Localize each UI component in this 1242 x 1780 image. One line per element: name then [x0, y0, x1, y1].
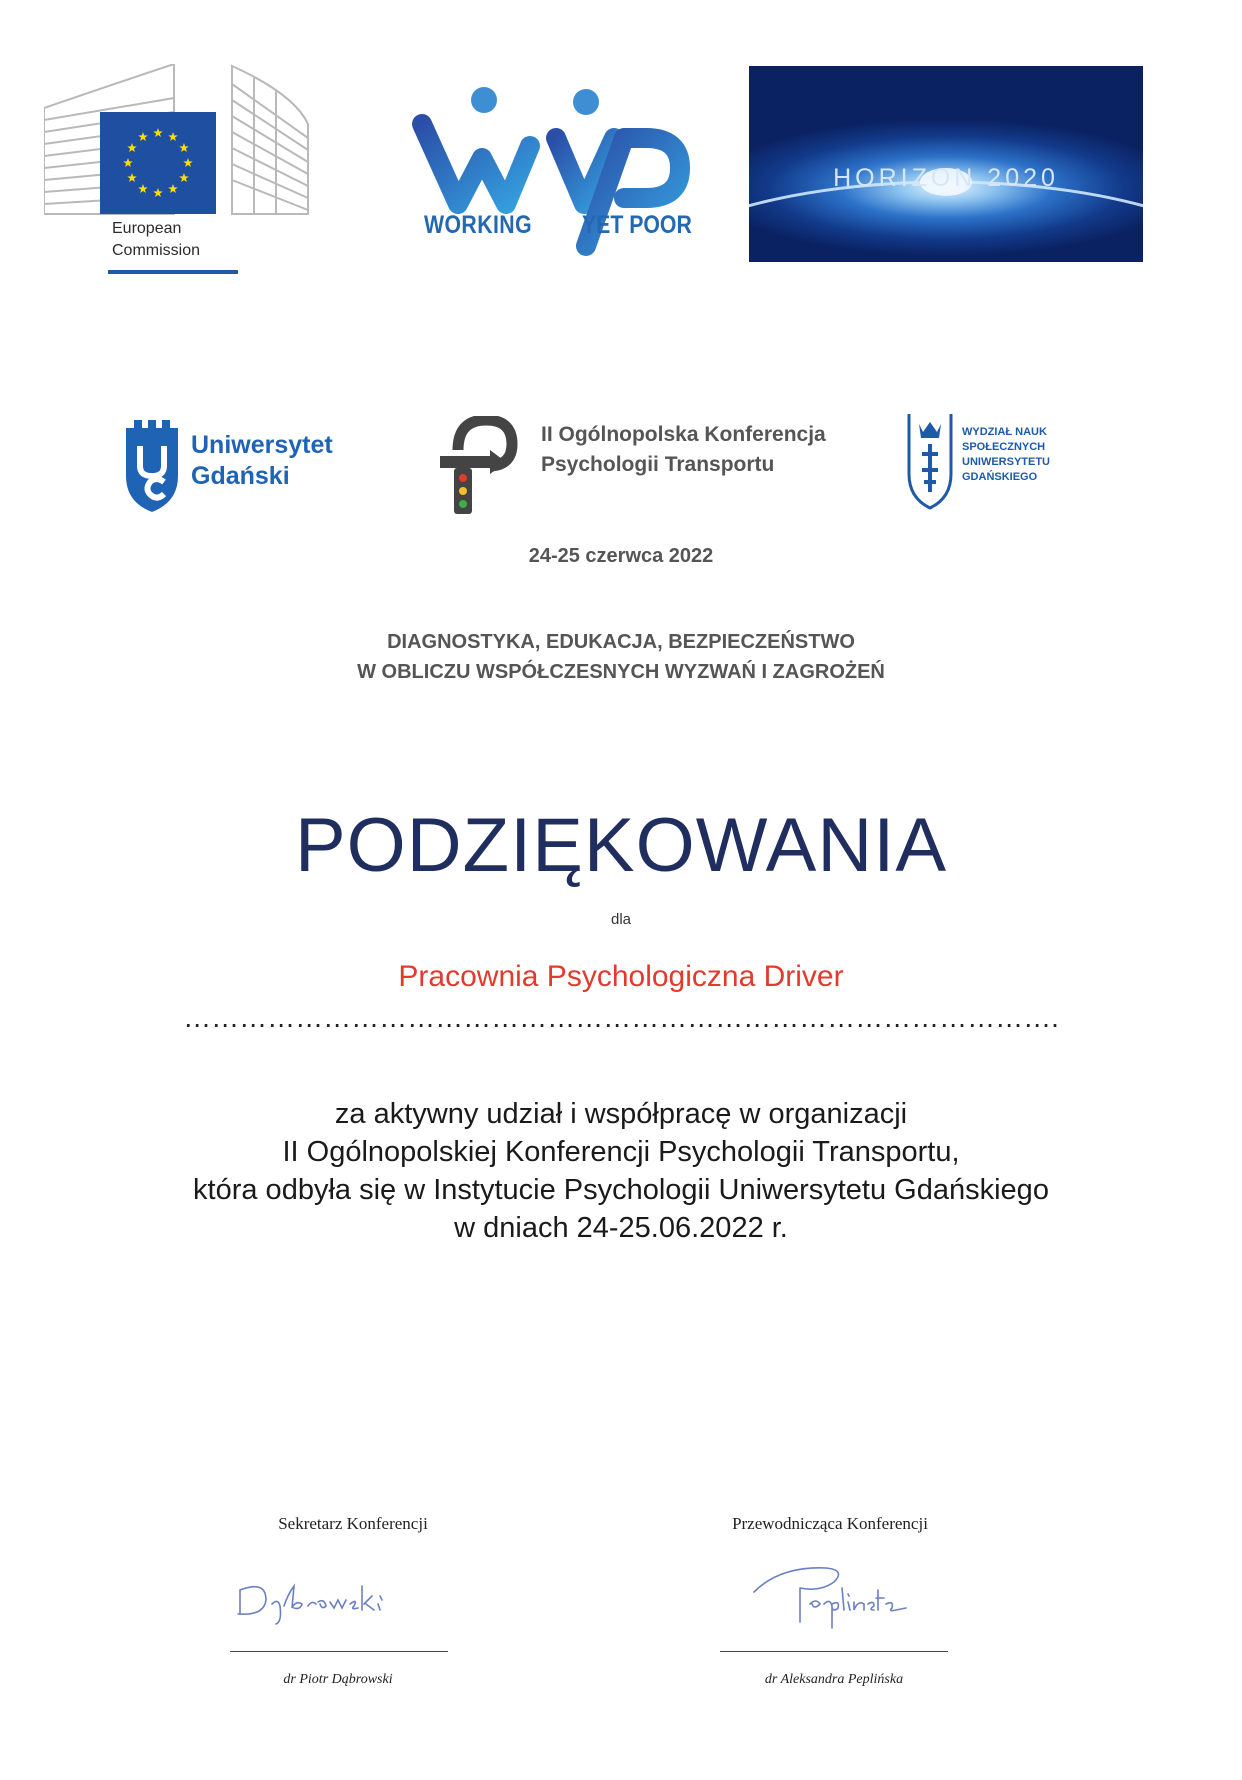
horizon-2020-text: HORIZON 2020	[833, 164, 1059, 192]
for-label: dla	[610, 911, 632, 928]
conference-name-logo-text	[541, 420, 826, 480]
signature-line-chair	[720, 1651, 948, 1652]
traffic-light-logo-icon	[438, 416, 518, 516]
ec-underline	[108, 270, 238, 274]
ec-text-line1: European	[112, 220, 182, 237]
event-subtitle-line2: W OBLICZU WSPÓŁCZESNYCH WYZWAŃ I ZAGROŻEŃ	[357, 661, 885, 683]
signature-name-secretary: dr Piotr Dąbrowski	[283, 1672, 393, 1687]
body-line1: za aktywny udział i współpracę w organizacji	[334, 1098, 908, 1130]
wyp-text-working: WORKING	[424, 211, 533, 239]
ug-text	[191, 430, 333, 492]
certificate-body	[0, 1095, 1242, 1247]
wns-text-line3: UNIWERSYTETU	[962, 456, 1050, 468]
signature-role-secretary: Sekretarz Konferencji	[278, 1514, 428, 1533]
event-date: 24-25 czerwca 2022	[528, 545, 714, 567]
signature-name-chair: dr Aleksandra Peplińska	[764, 1672, 904, 1687]
wns-shield-icon	[905, 410, 955, 512]
signature-role-chair: Przewodnicząca Konferencji	[732, 1514, 928, 1533]
signature-line-secretary	[230, 1651, 448, 1652]
certificate-title: PODZIĘKOWANIA	[294, 803, 948, 888]
wns-text-line2: SPOŁECZNYCH	[962, 441, 1046, 453]
event-subtitle-line1: DIAGNOSTYKA, EDUKACJA, BEZPIECZEŃSTWO	[387, 631, 855, 653]
ug-text-line2: Gdański	[191, 462, 290, 490]
ec-text-line2: Commission	[112, 242, 201, 259]
wns-text-line4: GDAŃSKIEGO	[962, 471, 1038, 483]
european-commission-text	[112, 218, 200, 262]
wyp-text-yet-poor: YET POOR	[582, 211, 692, 239]
wns-text-line1: WYDZIAŁ NAUK	[962, 426, 1047, 438]
signature-dabrowski	[226, 1556, 446, 1626]
conference-logo-line1: II Ogólnopolska Konferencja	[541, 423, 826, 446]
ug-shield-icon	[120, 416, 184, 514]
body-line4: w dniach 24-25.06.2022 r.	[454, 1212, 788, 1244]
wns-text	[962, 425, 1050, 485]
recipient-name: Pracownia Psychologiczna Driver	[398, 960, 844, 993]
body-line3: która odbyła się w Instytucie Psychologii Uniwersytetu Gdańskiego	[193, 1174, 1049, 1206]
ug-text-line1: Uniwersytet	[191, 431, 333, 459]
conference-logo-line2: Psychologii Transportu	[541, 453, 775, 476]
signature-peplinska	[750, 1548, 930, 1638]
dotted-line: ………………………………………………………………………………….	[183, 1002, 1059, 1033]
event-subtitle	[0, 627, 1242, 687]
body-line2: II Ogólnopolskiej Konferencji Psychologii Transportu,	[282, 1136, 960, 1168]
horizon-2020-banner	[749, 66, 1143, 262]
